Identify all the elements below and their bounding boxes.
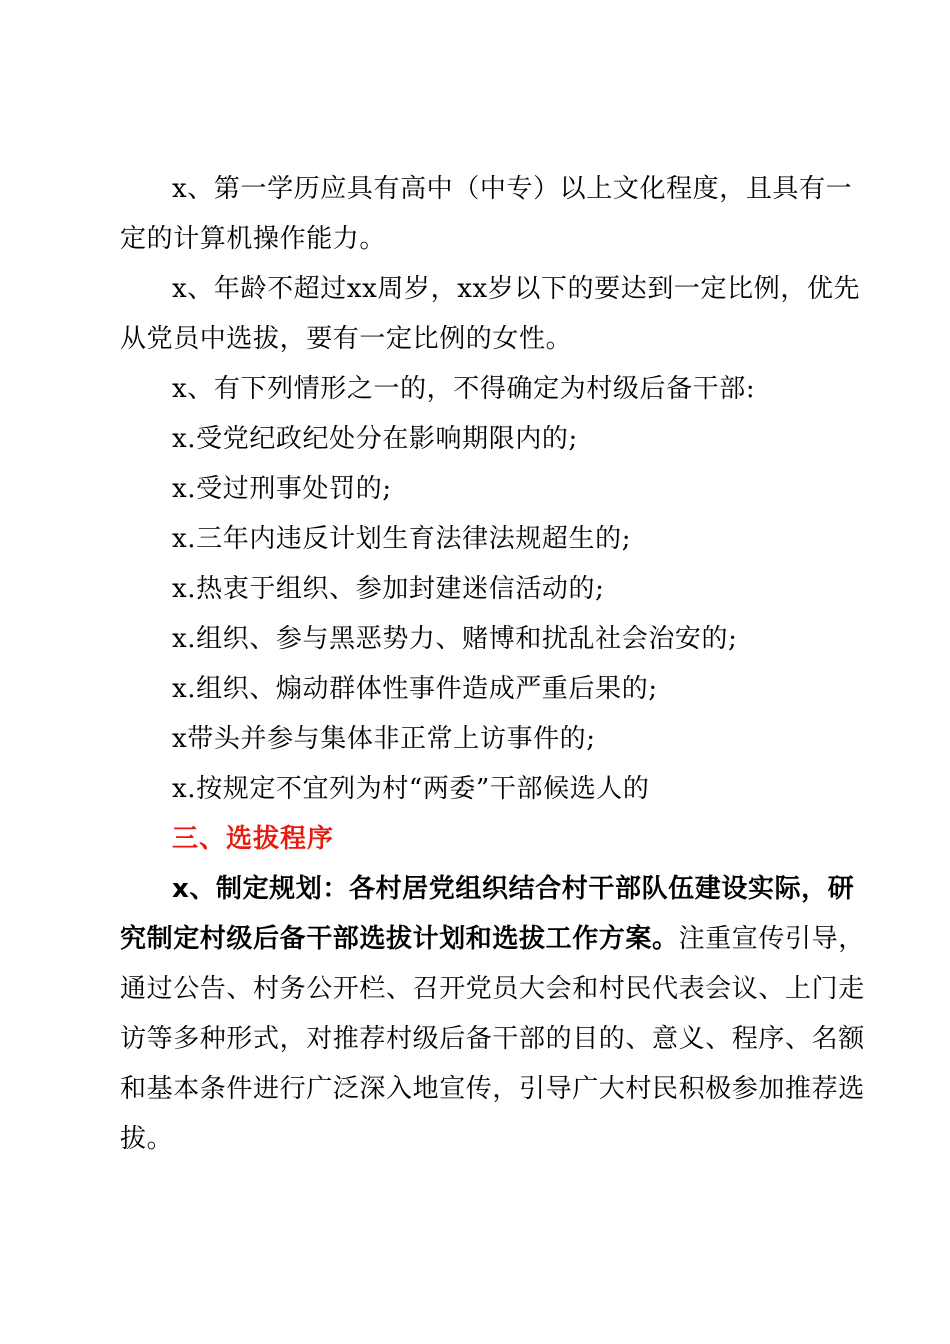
paragraph-planning-line2 xyxy=(120,924,865,954)
planning-regular-text: 注重宣传引导， xyxy=(678,924,865,954)
paragraph-age-line2: 从党员中选拔，要有一定比例的女性。 xyxy=(120,324,573,354)
list-item: x.按规定不宜列为村“两委”干部候选人的 xyxy=(172,774,650,804)
paragraph-planning-line3: 通过公告、村务公开栏、召开党员大会和村民代表会议、上门走 xyxy=(120,974,865,1004)
paragraph-age-line1: x、年龄不超过xx周岁，xx岁以下的要达到一定比例，优先 xyxy=(172,274,861,304)
list-item: x带头并参与集体非正常上访事件的; xyxy=(172,724,596,754)
section-heading: 三、选拔程序 xyxy=(172,824,335,854)
paragraph-planning-line4: 访等多种形式，对推荐村级后备干部的目的、意义、程序、名额 xyxy=(120,1024,865,1054)
list-item: x.三年内违反计划生育法律法规超生的; xyxy=(172,524,632,554)
paragraph-planning-line6: 拔。 xyxy=(120,1124,174,1154)
paragraph-education-line1: x、第一学历应具有高中（中专）以上文化程度，且具有一 xyxy=(172,174,853,204)
paragraph-planning-line5: 和基本条件进行广泛深入地宣传，引导广大村民积极参加推荐选 xyxy=(120,1074,865,1104)
list-item: x.受党纪政纪处分在影响期限内的; xyxy=(172,424,578,454)
paragraph-planning-line1: x、制定规划：各村居党组织结合村干部队伍建设实际，研 xyxy=(172,874,855,904)
paragraph-exclusions-intro: x、有下列情形之一的，不得确定为村级后备干部: xyxy=(172,374,756,404)
list-item: x.组织、参与黑恶势力、赌博和扰乱社会治安的; xyxy=(172,624,738,654)
paragraph-education-line2: 定的计算机操作能力。 xyxy=(120,224,387,254)
list-item: x.热衷于组织、参加封建迷信活动的; xyxy=(172,574,605,604)
planning-bold-text: 究制定村级后备干部选拔计划和选拔工作方案。 xyxy=(120,924,679,954)
list-item: x.组织、煽动群体性事件造成严重后果的; xyxy=(172,674,658,704)
list-item: x.受过刑事处罚的; xyxy=(172,474,392,504)
